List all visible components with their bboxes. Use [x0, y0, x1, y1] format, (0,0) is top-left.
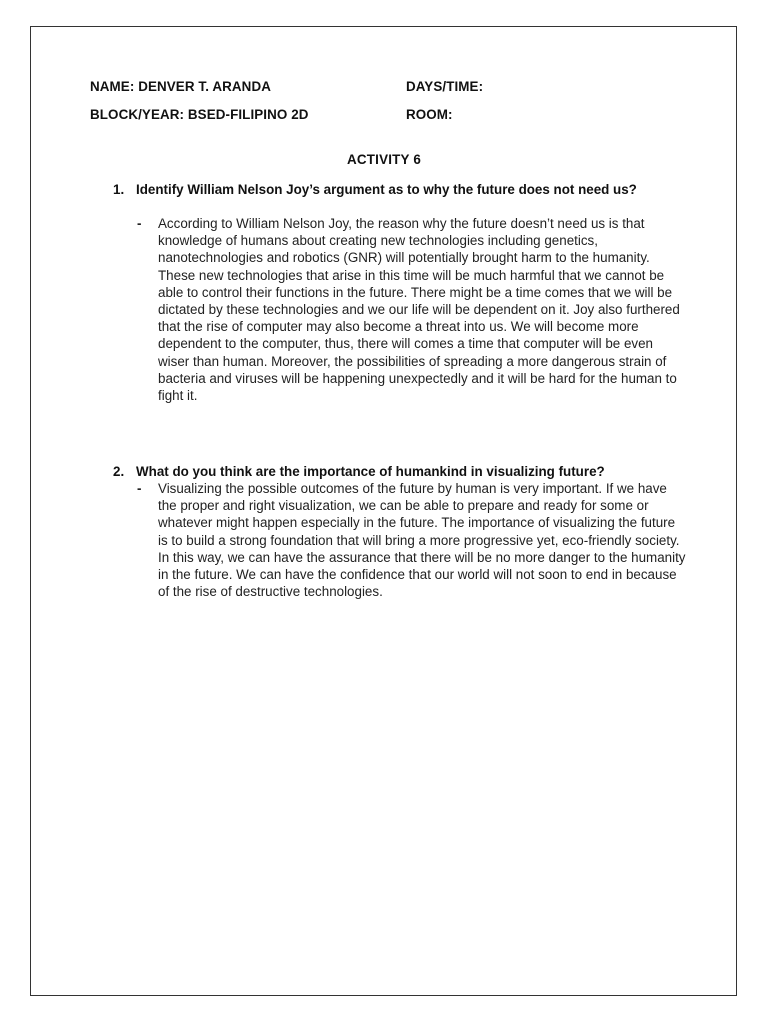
- question-text: What do you think are the importance of humankind in visualizing future?: [136, 464, 605, 479]
- days-time-label: DAYS/TIME:: [406, 79, 484, 94]
- answer-text: Visualizing the possible outcomes of the future by human is very important. If we have the proper and right visualization, we can be able to prepare and ready for some or whatever might happen especially in the future. The importance of visualizing the future is to build a strong foundation that will bring a more progressive yet, eco-friendly society. In this way, we can have the assurance that there will be no more danger to the humanity in the future. We can have the confidence that our world will not soon to end in because of the rise of destructive technologies.: [158, 481, 686, 600]
- question-number: 2.: [113, 464, 125, 479]
- block-year: BLOCK/YEAR: BSED-FILIPINO 2D: [90, 107, 309, 122]
- question-text: Identify William Nelson Joy’s argument as to why the future does not need us?: [136, 182, 637, 197]
- answer-text: According to William Nelson Joy, the reason why the future doesn’t need us is that knowledge of humans about creating new technologies including genetics, nanotechnologies and robotics (GNR) will potentially brought harm to the humanity. These new technologies that arise in this time will be much harmful that we cannot be able to control their functions in the future. There might be a time comes that we will be dictated by these technologies and we our life will be dependent on it. Joy also furthered that the rise of computer may also become a threat into us. We will become more dependent to the computer, thus, there will comes a time that computer will be even wiser than human. Moreover, the possibilities of spreading a more dangerous strain of bacteria and viruses will be happening unexpectedly and it will be hard for the human to fight it.: [158, 216, 680, 404]
- answer-bullet: -: [137, 481, 142, 496]
- room-label: ROOM:: [406, 107, 453, 122]
- student-name: NAME: DENVER T. ARANDA: [90, 79, 271, 94]
- question-number: 1.: [113, 182, 125, 197]
- activity-title: ACTIVITY 6: [347, 152, 421, 167]
- answer-bullet: -: [137, 216, 142, 231]
